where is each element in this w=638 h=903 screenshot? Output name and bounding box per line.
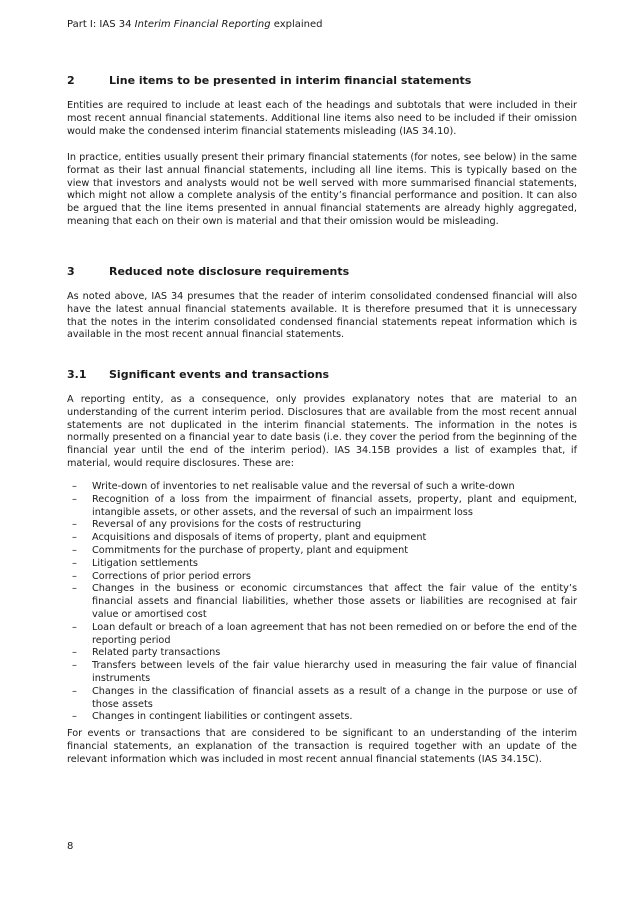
list-item (67, 545, 577, 558)
list-item-text: Changes in contingent liabilities or contingent assets. (92, 711, 353, 723)
list-item (67, 583, 577, 621)
paragraph: Entities are required to include at least each of the headings and subtotals that were included in their most recent annual financial statements. Additional line items also need to be included if their omission would make the condensed interim financial statements misleading (IAS 34.10). (67, 100, 577, 137)
running-header-suffix: explained (270, 19, 323, 30)
list-item-text: Write-down of inventories to net realisable value and the reversal of such a write-down (92, 481, 515, 492)
section-number: 3 (67, 265, 75, 278)
paragraph: A reporting entity, as a consequence, only provides explanatory notes that are material to an understanding of the current interim period. Disclosures that are available from the most recent annual statements are not duplicated in the interim financial statements. The information in the notes is normally presented on a financial year to date basis (i.e. they cover the period from the beginning of the financial year until the end of the interim period). IAS 34.15B provides a list of examples that, if material, would require disclosures. These are: (67, 394, 577, 469)
list-item (67, 519, 577, 532)
list-item-text: Changes in the classification of financial assets as a result of a change in the purpose or use of those assets (92, 685, 577, 710)
closing-paragraph: For events or transactions that are considered to be significant to an understanding of the interim financial statements, an explanation of the transaction is required together with an update of the relevant information which was included in most recent annual financial statements (IAS 34.15C). (67, 728, 577, 765)
list-item (67, 494, 577, 520)
section-3-heading (67, 265, 349, 278)
dash-bullet: – (72, 557, 77, 569)
list-item (67, 686, 577, 712)
dash-bullet: – (72, 711, 77, 723)
list-item-text: Commitments for the purchase of property, plant and equipment (92, 544, 409, 556)
page-number: 8 (67, 841, 74, 852)
dash-bullet: – (72, 660, 77, 672)
dash-bullet: – (72, 544, 77, 556)
list-item-text: Recognition of a loss from the impairment of financial assets, property, plant and equipment, intangible assets, or other assets, and the reversal of such an impairment loss (92, 493, 577, 518)
list-item (67, 481, 577, 494)
list-item (67, 711, 577, 724)
list-item (67, 647, 577, 660)
disclosure-examples-list (67, 481, 577, 724)
list-item-text: Related party transactions (92, 647, 221, 659)
paragraph: In practice, entities usually present their primary financial statements (for notes, see below) in the same format as their last annual financial statements, including all line items. This is typically based on the view that investors and analysts would not be well served with more summarised financial statements, which might not allow a complete analysis of the entity’s financial performance and position. It can also be argued that the line items presented in annual financial statements are already highly aggregated, meaning that each on their own is material and that their omission would be misleading. (67, 152, 577, 227)
running-header-italic-title: Interim Financial Reporting (134, 19, 271, 30)
list-item-text: Changes in the business or economic circumstances that affect the fair value of the entity’s financial assets and financial liabilities, whether those assets or liabilities are recognised at fair value or amortised cost (92, 583, 577, 620)
list-item (67, 660, 577, 686)
section-title: Reduced note disclosure requirements (109, 265, 350, 278)
list-item-text: Litigation settlements (92, 557, 198, 569)
dash-bullet: – (72, 570, 77, 582)
dash-bullet: – (72, 493, 77, 505)
dash-bullet: – (72, 532, 77, 544)
running-header (67, 18, 323, 31)
list-item-text: Corrections of prior period errors (92, 570, 251, 582)
dash-bullet: – (72, 647, 77, 659)
list-item-text: Transfers between levels of the fair value hierarchy used in measuring the fair value of financial instruments (92, 660, 577, 684)
dash-bullet: – (72, 583, 77, 595)
dash-bullet: – (72, 481, 77, 492)
section-3-1-heading (67, 368, 329, 381)
running-header-prefix: Part I: IAS 34 (67, 19, 135, 30)
paragraph: As noted above, IAS 34 presumes that the reader of interim consolidated condensed financial will also have the latest annual financial statements available. It is therefore presumed that it is unnecessary that the notes in the interim consolidated condensed financial statements repeat information which is available in the most recent annual financial statements. (67, 291, 577, 341)
list-item-text: Acquisitions and disposals of items of property, plant and equipment (92, 532, 427, 544)
dash-bullet: – (72, 519, 77, 531)
list-item (67, 558, 577, 571)
section-2-heading (67, 74, 471, 87)
list-item (67, 622, 577, 648)
list-item-text: Reversal of any provisions for the costs of restructuring (92, 519, 362, 531)
list-item (67, 571, 577, 584)
list-item (67, 532, 577, 545)
section-number: 2 (67, 74, 75, 87)
section-title: Significant events and transactions (109, 368, 330, 381)
list-item-text: Loan default or breach of a loan agreement that has not been remedied on or before the end of the reporting period (92, 621, 577, 646)
section-title: Line items to be presented in interim financial statements (109, 74, 472, 87)
dash-bullet: – (72, 621, 77, 633)
dash-bullet: – (72, 685, 77, 697)
section-number: 3.1 (67, 368, 87, 381)
